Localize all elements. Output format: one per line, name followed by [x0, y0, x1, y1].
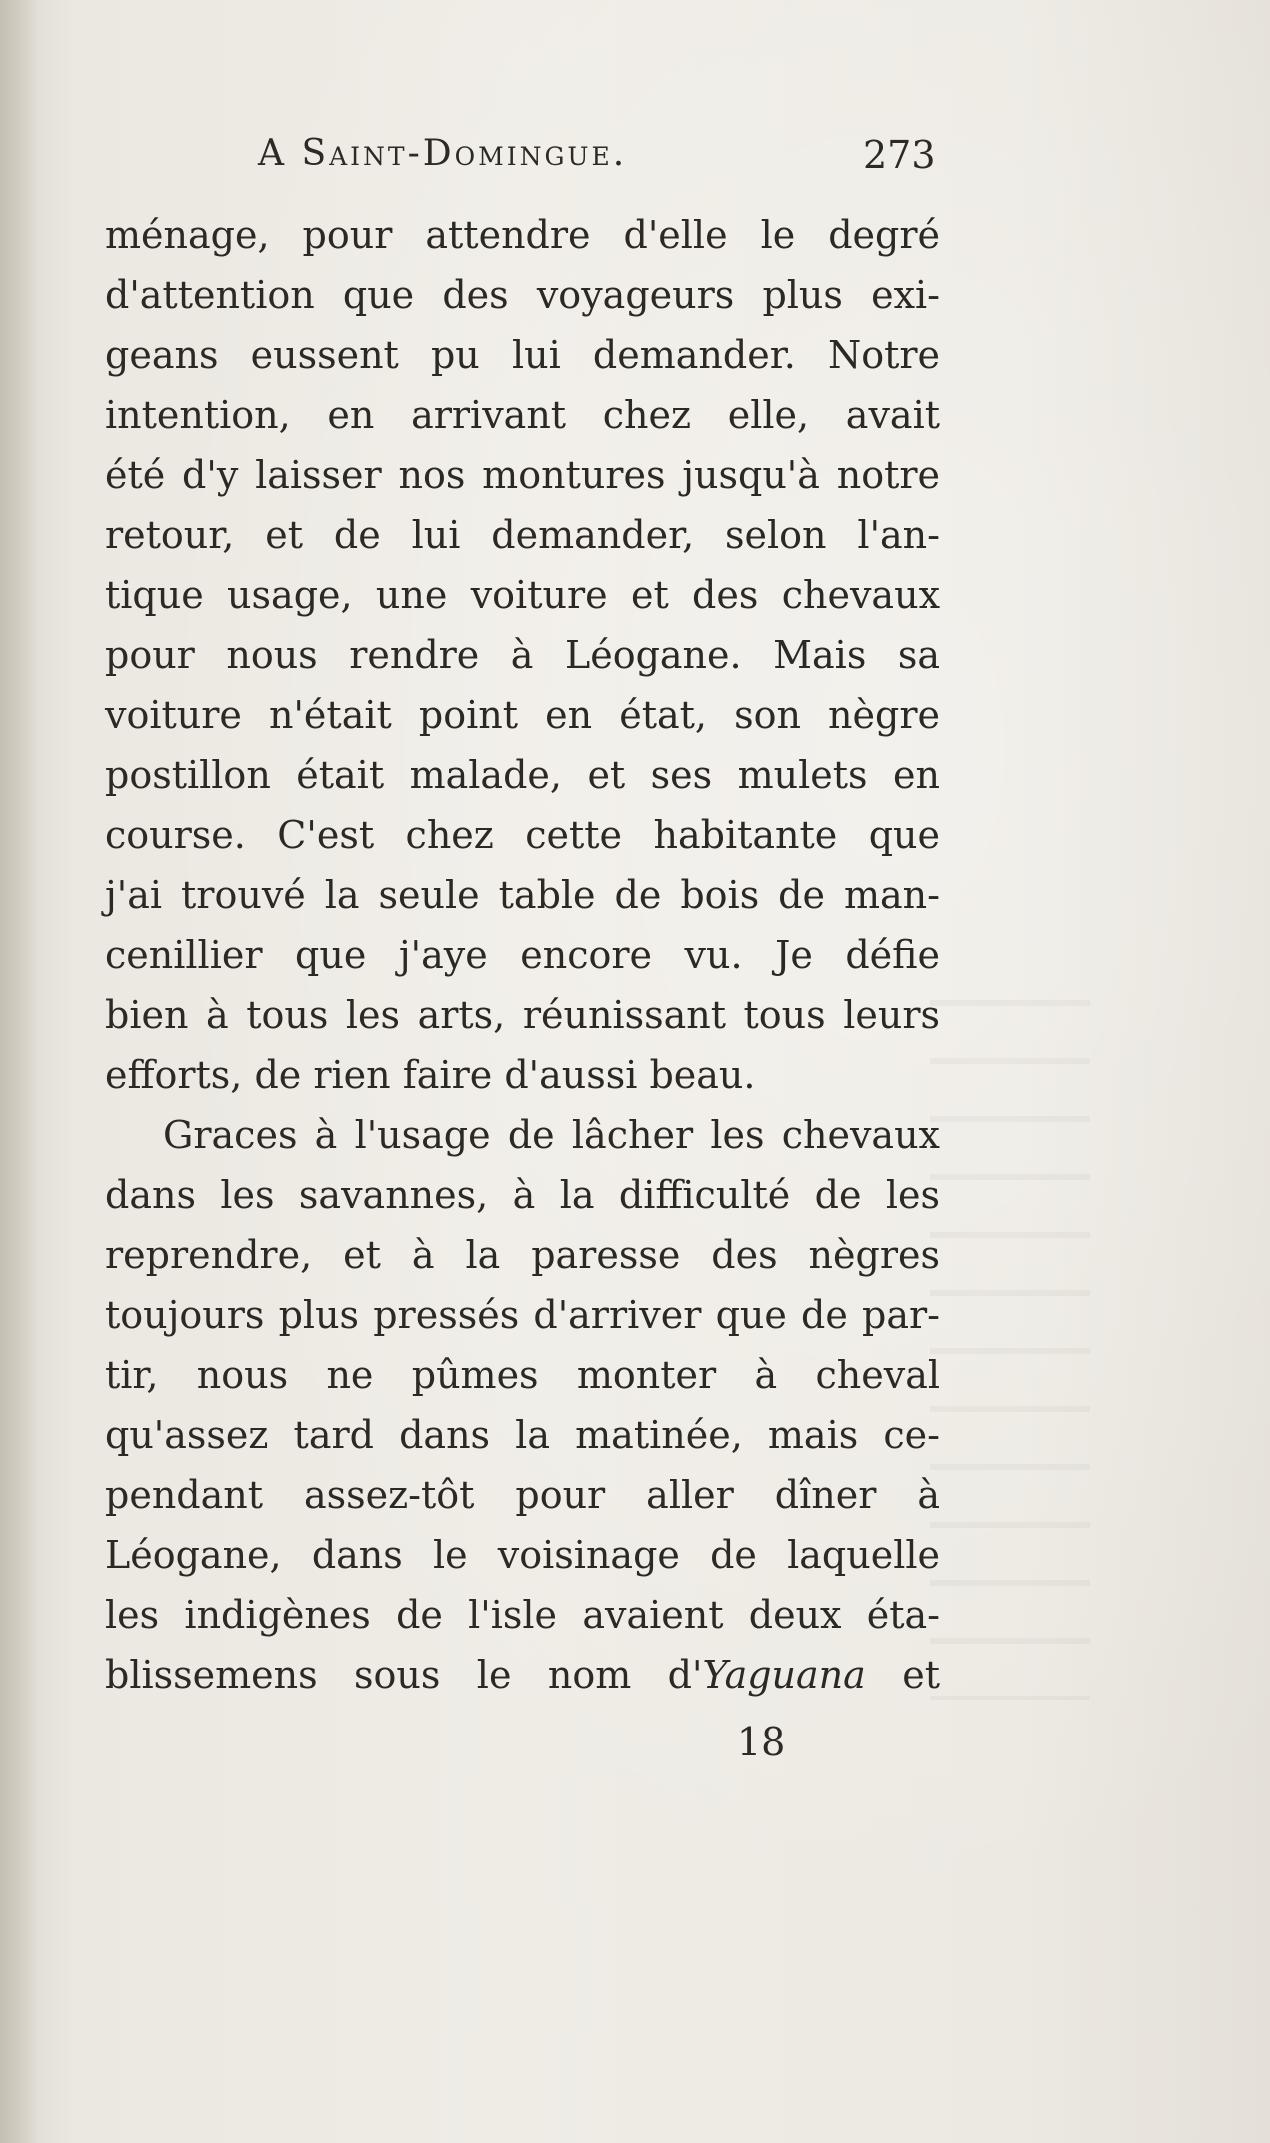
text-line: été d'y laisser nos montures jusqu'à notre: [105, 453, 940, 497]
text-line: efforts, de rien faire d'aussi beau.: [105, 1053, 756, 1097]
text-segment: blissemens sous le nom d': [105, 1653, 703, 1697]
text-line: ménage, pour attendre d'elle le degré: [105, 213, 940, 257]
text-segment: et: [865, 1653, 940, 1697]
running-head: [0, 133, 1270, 193]
text-line: retour, et de lui demander, selon l'an-: [105, 513, 940, 557]
italic-place-name: Yaguana: [702, 1653, 866, 1697]
text-line: course. C'est chez cette habitante que: [105, 813, 940, 857]
text-line: j'ai trouvé la seule table de bois de man-: [105, 873, 940, 917]
text-line: bien à tous les arts, réunissant tous leurs: [105, 993, 940, 1037]
text-line: tique usage, une voiture et des chevaux: [105, 573, 940, 617]
text-line: toujours plus pressés d'arriver que de par-: [105, 1293, 940, 1337]
text-line: voiture n'était point en état, son nègre: [105, 693, 940, 737]
text-line: dans les savannes, à la difficulté de les: [105, 1173, 940, 1217]
page-number: 273: [863, 133, 936, 177]
text-line: tir, nous ne pûmes monter à cheval: [105, 1353, 940, 1397]
text-line: reprendre, et à la paresse des nègres: [105, 1233, 940, 1277]
show-through-texture: [930, 1000, 1090, 1700]
signature-mark: 18: [737, 1720, 786, 1764]
text-line: Léogane, dans le voisinage de laquelle: [105, 1533, 940, 1577]
gutter-shadow: [0, 0, 40, 2143]
running-title: A Saint-Domingue.: [258, 133, 628, 174]
text-line: pendant assez-tôt pour aller dîner à: [105, 1473, 940, 1517]
text-line: cenillier que j'aye encore vu. Je défie: [105, 933, 940, 977]
text-line-final: [105, 1645, 940, 1705]
text-line: les indigènes de l'isle avaient deux éta-: [105, 1593, 940, 1637]
text-line: pour nous rendre à Léogane. Mais sa: [105, 633, 940, 677]
body-text: [105, 205, 940, 1705]
text-line: Graces à l'usage de lâcher les chevaux: [163, 1113, 940, 1157]
text-line: intention, en arrivant chez elle, avait: [105, 393, 940, 437]
text-line: geans eussent pu lui demander. Notre: [105, 333, 940, 377]
text-line: qu'assez tard dans la matinée, mais ce-: [105, 1413, 940, 1457]
text-line: postillon était malade, et ses mulets en: [105, 753, 940, 797]
text-line: d'attention que des voyageurs plus exi-: [105, 273, 940, 317]
